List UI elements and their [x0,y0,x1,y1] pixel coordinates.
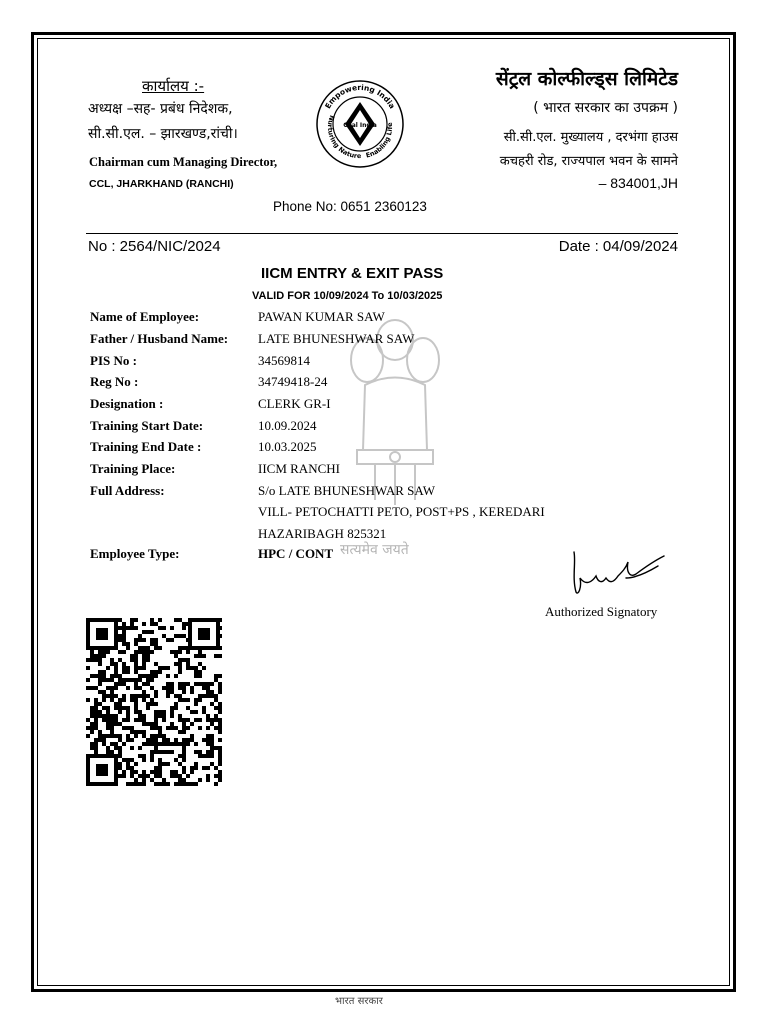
value-training-end: 10.03.2025 [258,439,317,454]
label-father-name: Father / Husband Name: [90,331,229,346]
svg-text:Nurturing Nature: Nurturing Nature [325,114,362,161]
label-training-place: Training Place: [90,461,176,476]
label-employee-name: Name of Employee: [90,309,200,324]
label-designation: Designation : [90,396,164,411]
pass-title: IICM ENTRY & EXIT PASS [261,265,444,282]
office-english-title: Chairman cum Managing Director, [89,155,278,169]
header-rule [86,233,678,234]
signature [566,548,676,603]
undertaking-note: ( भारत सरकार का उपक्रम ) [533,100,678,116]
label-training-start: Training Start Date: [90,418,204,433]
address-line-2: VILL- PETOCHATTI PETO, POST+PS , KEREDARI [258,504,545,519]
office-title: कार्यालय :- [142,77,205,95]
label-pis-no: PIS No : [90,353,137,368]
address-line-1: S/o LATE BHUNESHWAR SAW [258,483,435,498]
issue-date: Date : 04/09/2024 [558,238,678,255]
svg-text:Coal India: Coal India [343,122,377,129]
label-training-end: Training End Date : [90,439,202,454]
pass-validity: VALID FOR 10/09/2024 To 10/03/2025 [252,290,443,302]
label-reg-no: Reg No : [90,374,139,389]
value-father-name: LATE BHUNESHWAR SAW [258,331,415,346]
reference-number: No : 2564/NIC/2024 [88,238,221,255]
value-training-start: 10.09.2024 [258,418,317,433]
address-line-3: HAZARIBAGH 825321 [258,526,387,541]
company-name: सेंट्रल कोल्फील्ड्स लिमिटेड [495,68,678,90]
hq-pin: – 834001,JH [598,175,678,191]
qr-code [86,618,222,788]
value-pis-no: 34569814 [258,353,310,368]
svg-text:Enabling Life: Enabling Life [364,122,395,160]
value-designation: CLERK GR-I [258,396,331,411]
coal-india-logo-icon [312,76,408,172]
qr-code-icon [86,618,222,788]
value-employee-type: HPC / CONT [258,546,334,561]
hq-address-line-1: सी.सी.एल. मुख्यालय , दरभंगा हाउस [503,130,678,145]
value-reg-no: 34749418-24 [258,374,328,389]
hq-address-line-2: कचहरी रोड, राज्यपाल भवन के सामने [499,154,678,169]
label-employee-type: Employee Type: [90,546,180,561]
value-employee-name: PAWAN KUMAR SAW [258,309,385,324]
office-line-2: सी.सी.एल. – झारखण्ड,रांची। [88,126,238,142]
phone-number: Phone No: 0651 2360123 [273,199,427,214]
office-english-location: CCL, JHARKHAND (RANCHI) [89,178,234,190]
emblem-motto: सत्यमेव जयते [340,542,409,558]
signature-icon [566,548,676,598]
footer-text: भारत सरकार [335,996,383,1007]
value-training-place: IICM RANCHI [258,461,340,476]
coal-india-logo [312,76,408,177]
svg-text:Empowering India: Empowering India [323,82,397,111]
office-line-1: अध्यक्ष –सह- प्रबंध निदेशक, [88,101,233,117]
authorized-signatory: Authorized Signatory [545,604,658,619]
label-full-address: Full Address: [90,483,165,498]
